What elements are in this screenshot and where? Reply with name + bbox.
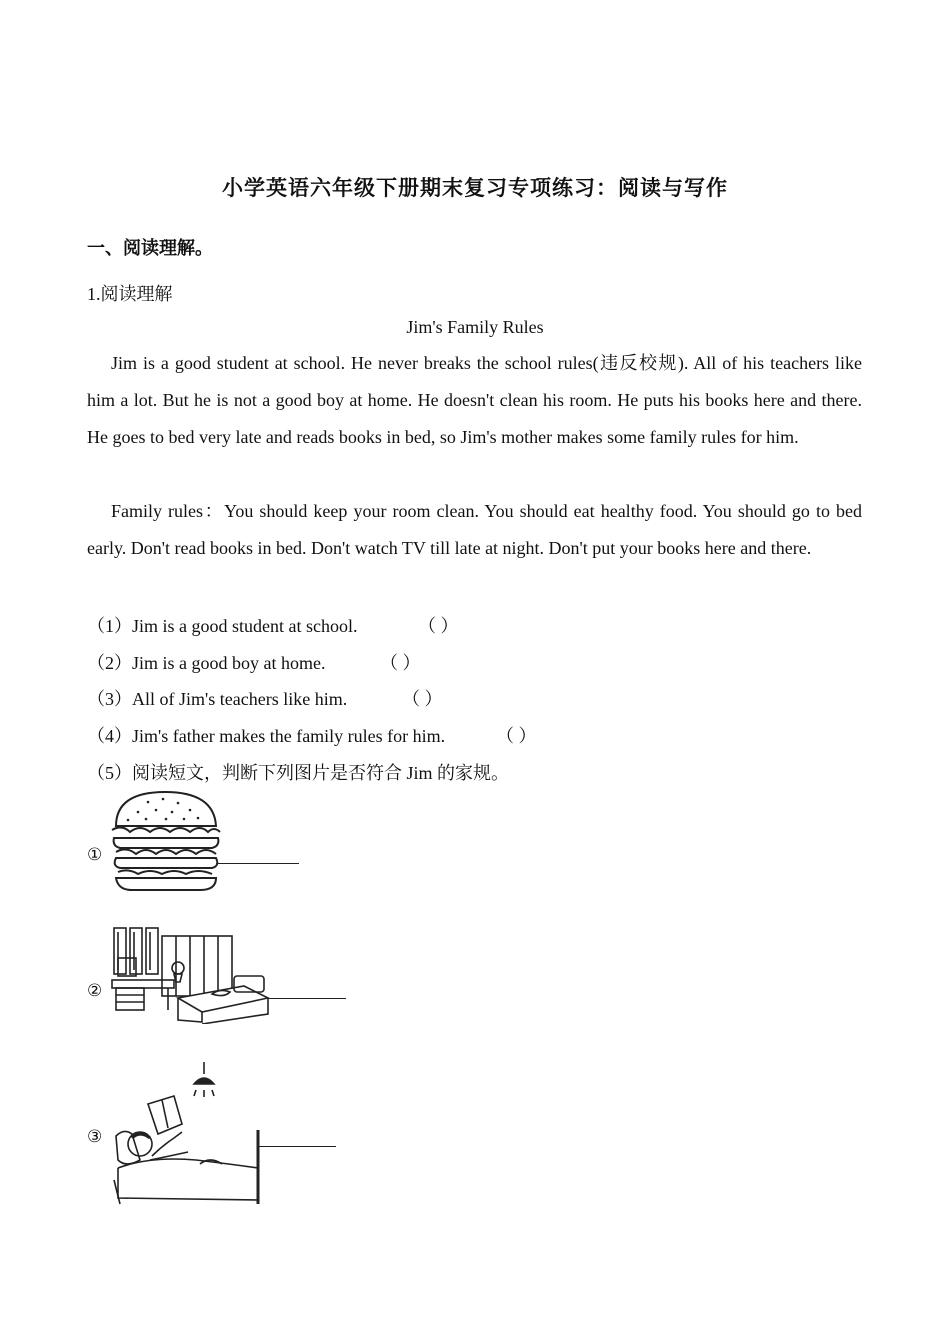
question-2 (87, 649, 325, 675)
picture-3-answer-line[interactable] (258, 1146, 336, 1147)
question-1-answer-box[interactable]: （ ） (418, 616, 459, 636)
hamburger-icon (108, 788, 223, 894)
section-heading: 一、阅读理解。 (87, 238, 213, 259)
question-4-answer-box[interactable]: （ ） (496, 726, 537, 746)
question-4 (87, 722, 445, 748)
page-title: 小学英语六年级下册期末复习专项练习：阅读与写作 (222, 176, 728, 200)
picture-1-marker: ① (87, 845, 103, 864)
passage-title: Jim's Family Rules (406, 317, 544, 337)
question-2-text: （2）Jim is a good boy at home. (87, 653, 326, 673)
question-5 (87, 759, 509, 785)
bedroom-icon (108, 924, 273, 1024)
passage-paragraph-1: Jim is a good student at school. He never breaks the school rules(违反校规). All of his teachers like him a lot. But he is not a good boy at home. He doesn't clean his room. He puts his books here and there. He goes to bed very late and reads books in bed, so Jim's mother makes some family rules for him. (87, 353, 862, 447)
question-label: 1.阅读理解 (87, 284, 173, 304)
reading-in-bed-icon (110, 1060, 265, 1206)
question-5-text: （5）阅读短文，判断下列图片是否符合 Jim 的家规。 (87, 763, 510, 783)
question-3 (87, 685, 347, 711)
question-4-text: （4）Jim's father makes the family rules for him. (87, 726, 446, 746)
question-1-text: （1）Jim is a good student at school. (87, 616, 358, 636)
picture-2-answer-line[interactable] (268, 998, 346, 999)
picture-3-marker: ③ (87, 1127, 103, 1146)
picture-2-marker: ② (87, 981, 103, 1000)
question-3-text: （3）All of Jim's teachers like him. (87, 689, 348, 709)
picture-1-answer-line[interactable] (216, 863, 299, 864)
question-1 (87, 612, 357, 638)
question-2-answer-box[interactable]: （ ） (380, 653, 421, 673)
passage-paragraph-2: Family rules：You should keep your room clean. You should eat healthy food. You should go to bed early. Don't read books in bed. Don't watch TV till late at night. Don't put your books here and there. (87, 501, 862, 558)
question-3-answer-box[interactable]: （ ） (402, 689, 443, 709)
